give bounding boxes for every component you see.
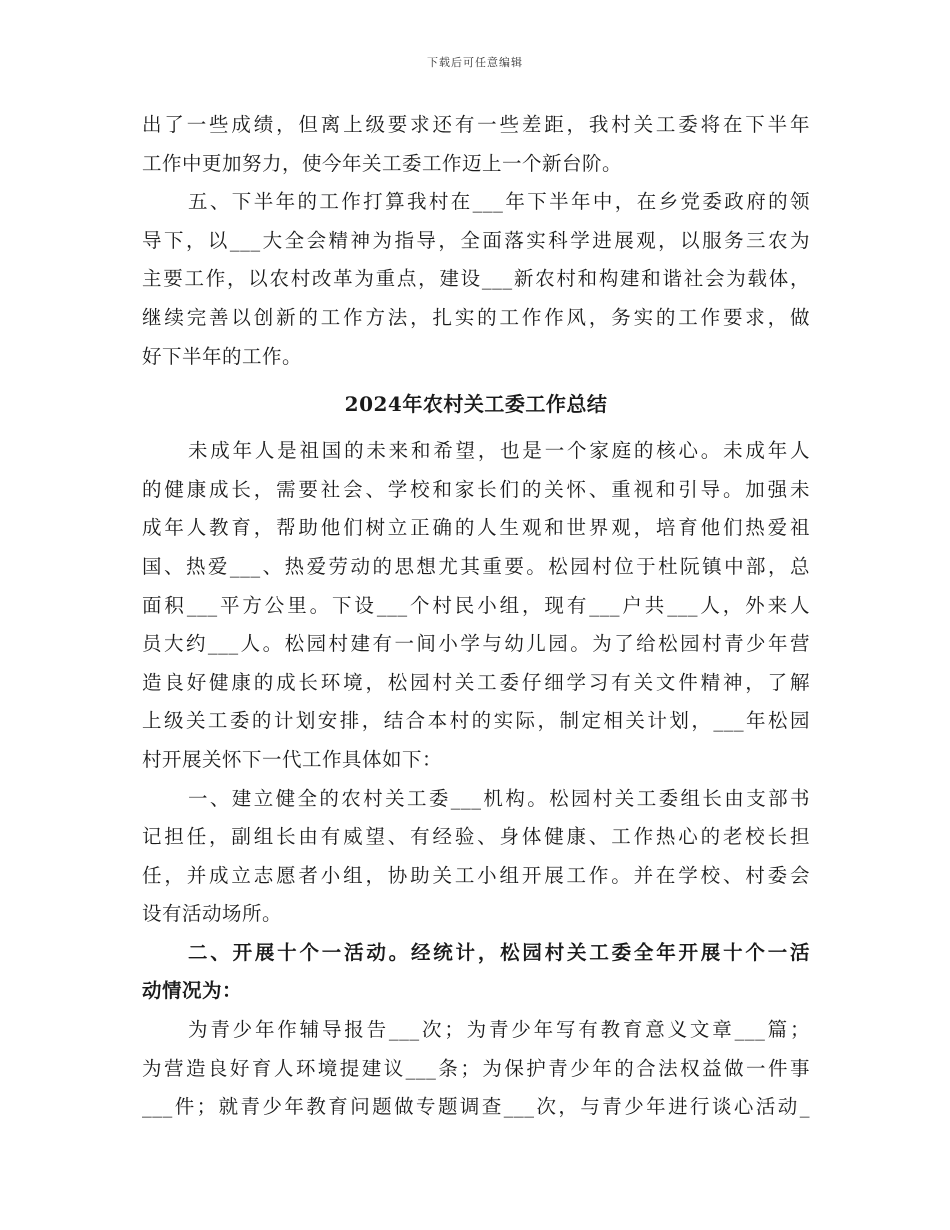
text-line: 二、开展十个一活动。经统计，松园村关工委全年开展十个一活 xyxy=(188,940,810,964)
section-title: 2024年农村关工委工作总结 xyxy=(344,392,608,417)
text-line: 任，并成立志愿者小组，协助关工小组开展工作。并在学校、村委会 xyxy=(142,863,810,887)
paragraph xyxy=(142,432,810,779)
text-line: 出了一些成绩，但离上级要求还有一些差距，我村关工委将在下半年 xyxy=(142,113,810,136)
text-line: ___件；就青少年教育问题做专题调查___次，与青少年进行谈心活动_ xyxy=(142,1095,810,1119)
text-line: 未成年人是祖国的未来和希望，也是一个家庭的核心。未成年人 xyxy=(188,439,810,463)
text-line: 一、建立健全的农村关工委___机构。松园村关工委组长由支部书 xyxy=(188,786,810,810)
paragraph xyxy=(142,106,810,183)
document-body xyxy=(142,106,810,1127)
text-line: 国、热爱___、热爱劳动的思想尤其重要。松园村位于杜阮镇中部，总 xyxy=(142,554,810,578)
text-line: 成年人教育，帮助他们树立正确的人生观和世界观，培育他们热爱祖 xyxy=(142,516,810,540)
text-line: 为营造良好育人环境提建议___条；为保护青少年的合法权益做一件事 xyxy=(142,1056,810,1080)
paragraph xyxy=(142,780,810,934)
text-line: 上级关工委的计划安排，结合本村的实际，制定相关计划，___年松园 xyxy=(142,709,810,733)
text-line: 村开展关怀下一代工作具体如下： xyxy=(142,747,443,771)
text-line: 动情况为： xyxy=(142,979,243,1003)
text-line: 设有活动场所。 xyxy=(142,902,283,926)
text-line: 面积___平方公里。下设___个村民小组，现有___户共___人，外来人 xyxy=(142,593,810,617)
paragraph xyxy=(142,934,810,1011)
text-line: 的健康成长，需要社会、学校和家长们的关怀、重视和引导。加强未 xyxy=(142,477,810,501)
text-line: 造良好健康的成长环境，松园村关工委仔细学习有关文件精神，了解 xyxy=(142,670,810,694)
text-line: 为青少年作辅导报告___次；为青少年写有教育意义文章___篇； xyxy=(188,1018,810,1042)
page-header: 下载后可任意编辑 xyxy=(427,56,523,69)
text-line: 导下，以___大全会精神为指导，全面落实科学进展观，以服务三农为 xyxy=(142,228,810,252)
text-line: 员大约___人。松园村建有一间小学与幼儿园。为了给松园村青少年营 xyxy=(142,632,810,656)
paragraph xyxy=(142,183,810,376)
text-line: 好下半年的工作。 xyxy=(142,344,303,368)
text-line: 主要工作，以农村改革为重点，建设___新农村和构建和谐社会为载体， xyxy=(142,267,810,291)
text-line: 继续完善以创新的工作方法，扎实的工作作风，务实的工作要求，做 xyxy=(142,305,810,329)
text-line: 记担任，副组长由有威望、有经验、身体健康、工作热心的老校长担 xyxy=(142,825,810,849)
text-line: 五、下半年的工作打算我村在___年下半年中，在乡党委政府的领 xyxy=(188,190,810,214)
paragraph xyxy=(142,1011,810,1127)
text-line: 工作中更加努力，使今年关工委工作迈上一个新台阶。 xyxy=(142,151,623,175)
